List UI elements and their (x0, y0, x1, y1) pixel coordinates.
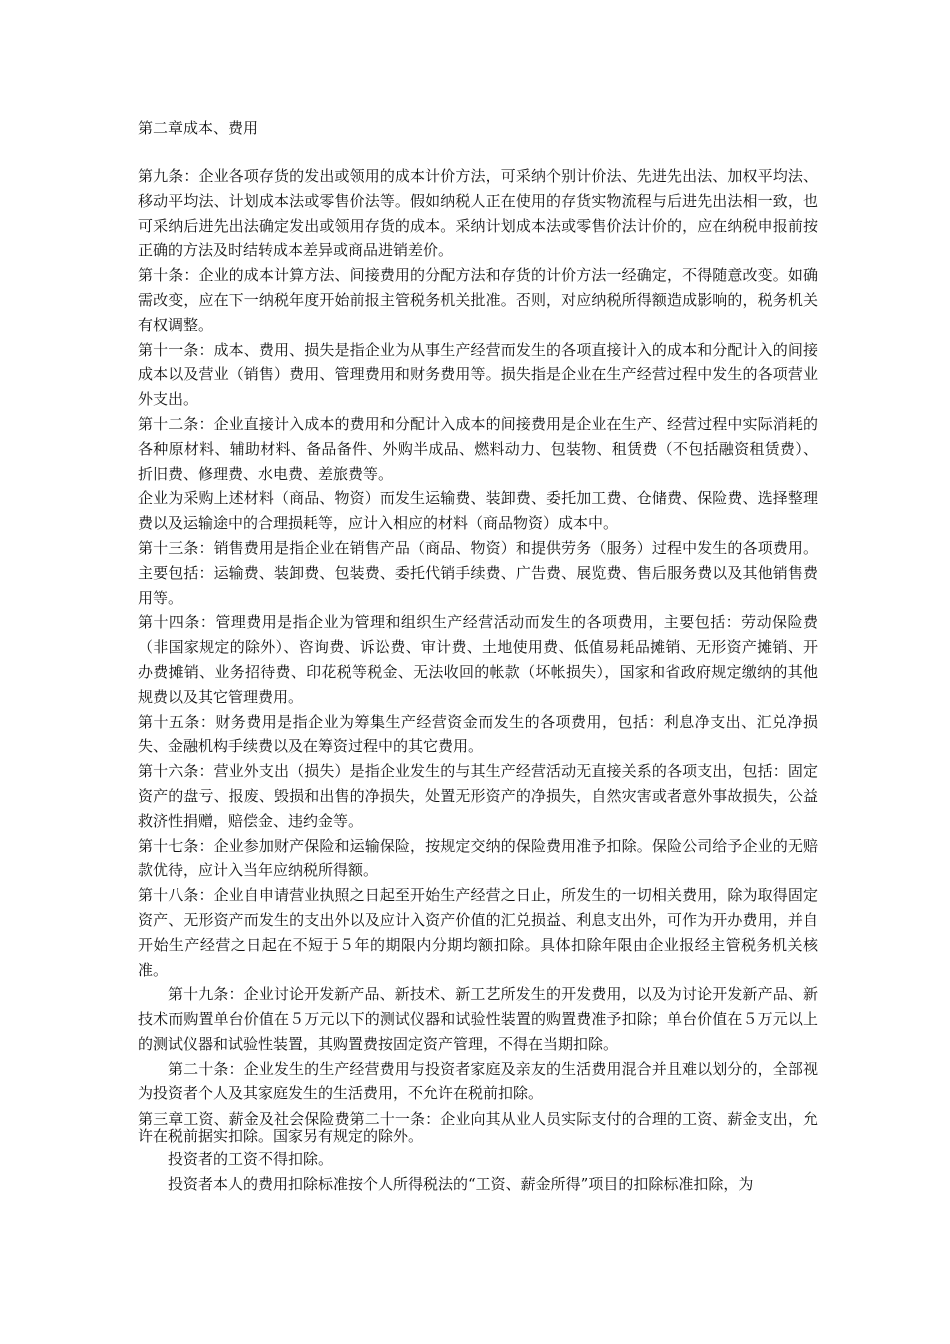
article-17: 第十七条：企业参加财产保险和运输保险，按规定交纳的保险费用准予扣除。保险公司给予企业的无赔款优待，应计入当年应纳税所得额。 (138, 836, 818, 880)
article-12: 第十二条：企业直接计入成本的费用和分配计入成本的间接费用是企业在生产、经营过程中实际消耗的各种原材料、辅助材料、备品备件、外购半成品、燃料动力、包装物、租赁费（不包括融资租赁费）、折旧费、修理费、水电费、差旅费等。 (138, 414, 818, 483)
article-20: 第二十条：企业发生的生产经营费用与投资者家庭及亲友的生活费用混合并且难以划分的，全部视为投资者个人及其家庭发生的生活费用，不允许在税前扣除。 (138, 1059, 818, 1103)
article-9: 第九条：企业各项存货的发出或领用的成本计价方法，可采纳个别计价法、先进先出法、加权平均法、移动平均法、计划成本法或零售价法等。假如纳税人正在使用的存货实物流程与后进先出法相一致，也可采纳后进先出法确定发出或领用存货的成本。采纳计划成本法或零售价法计价的，应在纳税申报前按正确的方法及时结转成本差异或商品进销差价。 (138, 167, 818, 260)
article-11: 第十一条：成本、费用、损失是指企业为从事生产经营而发生的各项直接计入的成本和分配计入的间接成本以及营业（销售）费用、管理费用和财务费用等。损失指是企业在生产经营过程中发生的各项营业外支出。 (138, 340, 818, 409)
article-19: 第十九条：企业讨论开发新产品、新技术、新工艺所发生的开发费用，以及为讨论开发新产品、新技术而购置单台价值在５万元以下的测试仪器和试验性装置的购置费准予扣除；单台价值在５万元以上的测试仪器和试验性装置，其购置费按固定资产管理，不得在当期扣除。 (138, 985, 818, 1053)
article-12-supplement: 企业为采购上述材料（商品、物资）而发生运输费、装卸费、委托加工费、仓储费、保险费、选择整理费以及运输途中的合理损耗等，应计入相应的材料（商品物资）成本中。 (138, 489, 818, 533)
article-15: 第十五条：财务费用是指企业为筹集生产经营资金而发生的各项费用，包括：利息净支出、汇兑净损失、金融机构手续费以及在筹资过程中的其它费用。 (138, 712, 818, 756)
document-page (138, 116, 818, 1197)
article-13: 第十三条：销售费用是指企业在销售产品（商品、物资）和提供劳务（服务）过程中发生的各项费用。主要包括：运输费、装卸费、包装费、委托代销手续费、广告费、展览费、售后服务费以及其他销售费用等。 (138, 538, 818, 607)
chapter-title: 第二章成本、费用 (138, 119, 259, 137)
article-16: 第十六条：营业外支出（损失）是指企业发生的与其生产经营活动无直接关系的各项支出，包括：固定资产的盘亏、报废、毁损和出售的净损失，处置无形资产的净损失，自然灾害或者意外事故损失，公益救济性捐赠，赔偿金、违约金等。 (138, 762, 818, 830)
investor-wage-note: 投资者的工资不得扣除。 (168, 1150, 334, 1169)
article-18: 第十八条：企业自申请营业执照之日起至开始生产经营之日止，所发生的一切相关费用，除为取得固定资产、无形资产而发生的支出外以及应计入资产价值的汇兑损益、利息支出外，可作为开办费用，并自开始生产经营之日起在不短于５年的期限内分期均额扣除。具体扣除年限由企业报经主管税务机关核准。 (138, 886, 818, 979)
chapter-3-article-21: 第三章工资、薪金及社会保险费第二十一条：企业向其从业人员实际支付的合理的工资、薪金支出，允许在税前据实扣除。国家另有规定的除外。 (138, 1110, 818, 1146)
article-14: 第十四条：管理费用是指企业为管理和组织生产经营活动而发生的各项费用，主要包括：劳动保险费（非国家规定的除外）、咨询费、诉讼费、审计费、土地使用费、低值易耗品摊销、无形资产摊销、开办费摊销、业务招待费、印花税等税金、无法收回的帐款（坏帐损失），国家和省政府规定缴纳的其他规费以及其它管理费用。 (138, 613, 818, 706)
investor-deduction-note: 投资者本人的费用扣除标准按个人所得税法的“工资、薪金所得”项目的扣除标准扣除，为 (168, 1175, 754, 1194)
article-10: 第十条：企业的成本计算方法、间接费用的分配方法和存货的计价方法一经确定，不得随意改变。如确需改变，应在下一纳税年度开始前报主管税务机关批准。否则，对应纳税所得额造成影响的，税务机关有权调整。 (138, 266, 818, 334)
